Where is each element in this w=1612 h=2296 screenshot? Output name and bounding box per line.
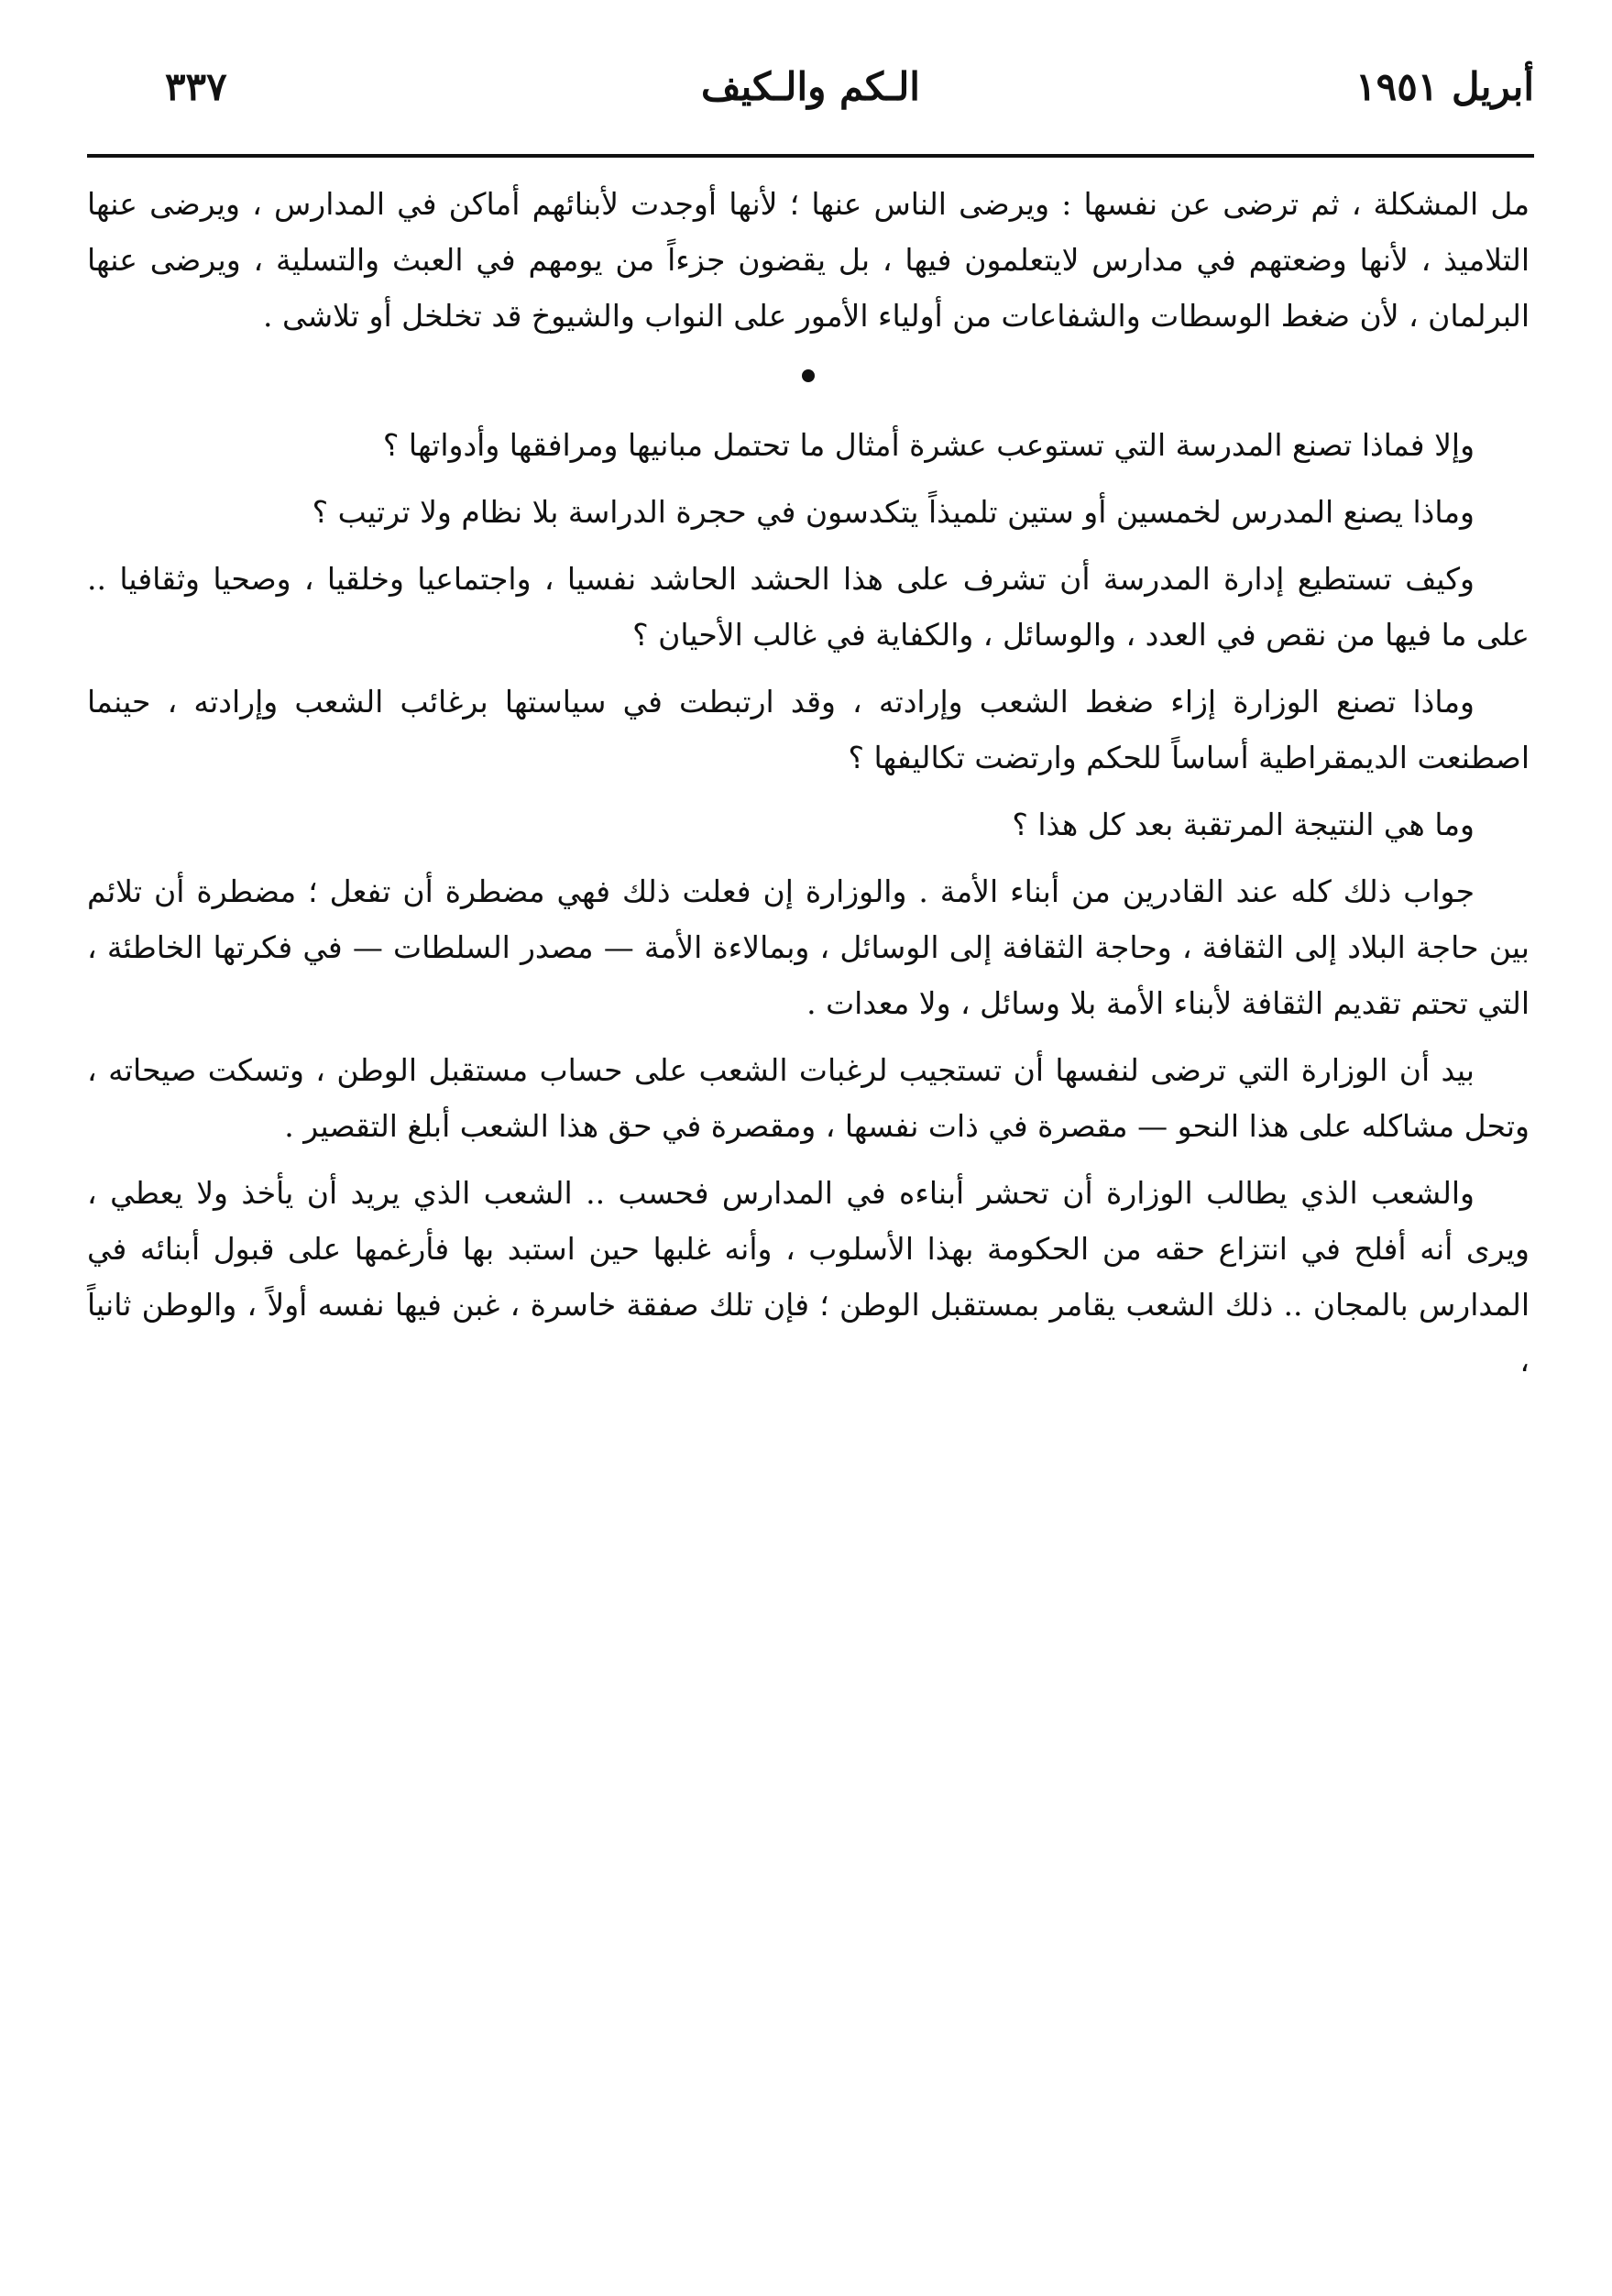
issue-date: أبريل ١٩٥١ [1355, 64, 1534, 109]
paragraph: مل المشكلة ، ثم ترضى عن نفسها : ويرضى الناس عنها ؛ لأنها أوجدت لأبنائهم أماكن في المدارس ، ويرضى عنها التلاميذ ، لأنها وضعتهم في مدارس لايتعلمون فيها ، بل يقضون جزءاً من يومهم في العبث والتسلية ، ويرضى عنها البرلمان ، لأن ضغط الوسطات والشفاعات من أولياء الأمور على النواب والشيوخ قد تخلخل أو تلاشى . [87, 186, 1530, 334]
paragraph: وماذا تصنع الوزارة إزاء ضغط الشعب وإرادته ، وقد ارتبطت في سياستها برغائب الشعب وإرادته ، حينما اصطنعت الديمقراطية أساساً للحكم وارتضت تكاليفها ؟ [87, 684, 1530, 775]
paragraph: وماذا يصنع المدرس لخمسين أو ستين تلميذاً يتكدسون في حجرة الدراسة بلا نظام ولا ترتيب ؟ [312, 494, 1475, 530]
paragraph: وكيف تستطيع إدارة المدرسة أن تشرف على هذا الحشد الحاشد نفسيا ، واجتماعيا وخلقيا ، وصحيا وثقافيا .. على ما فيها من نقص في العدد ، والوسائل ، والكفاية في غالب الأحيان ؟ [87, 561, 1530, 653]
page-number: ٣٣٧ [165, 64, 227, 109]
separator-dot [802, 369, 815, 382]
header-rule [87, 154, 1534, 158]
paragraph: وما هي النتيجة المرتقبة بعد كل هذا ؟ [1012, 807, 1475, 842]
paragraph: بيد أن الوزارة التي ترضى لنفسها أن تستجيب لرغبات الشعب على حساب مستقبل الوطن ، وتسكت صيحاته ، وتحل مشاكله على هذا النحو — مقصرة في ذات نفسها ، ومقصرة في حق هذا الشعب أبلغ التقصير . [87, 1052, 1530, 1144]
section-separator [87, 349, 1530, 404]
page-header [87, 50, 1534, 124]
running-title: الـكم والـكيف [701, 64, 920, 109]
paragraph: جواب ذلك كله عند القادرين من أبناء الأمة . والوزارة إن فعلت ذلك فهي مضطرة أن تفعل ؛ مضطرة أن تلائم بين حاجة البلاد إلى الثقافة ، وحاجة الثقافة إلى الوسائل ، وبمالاءة الأمة — مصدر السلطات — في فكرتها الخاطئة ، التي تحتم تقديم الثقافة لأبناء الأمة بلا وسائل ، ولا معدات . [87, 873, 1530, 1021]
paragraph: والشعب الذي يطالب الوزارة أن تحشر أبناءه في المدارس فحسب .. الشعب الذي يريد أن يأخذ ولا يعطي ، ويرى أنه أفلح في انتزاع حقه من الحكومة بهذا الأسلوب ، وأنه غلبها حين استبد بها فأرغمها على قبول أبنائه في المدارس بالمجان .. ذلك الشعب يقامر بمستقبل الوطن ؛ فإن تلك صفقة خاسرة ، غبن فيها نفسه أولاً ، والوطن ثانياً ، [87, 1175, 1530, 1379]
article-body [87, 176, 1530, 1389]
paragraph: وإلا فماذا تصنع المدرسة التي تستوعب عشرة أمثال ما تحتمل مبانيها ومرافقها وأدواتها ؟ [382, 427, 1475, 463]
